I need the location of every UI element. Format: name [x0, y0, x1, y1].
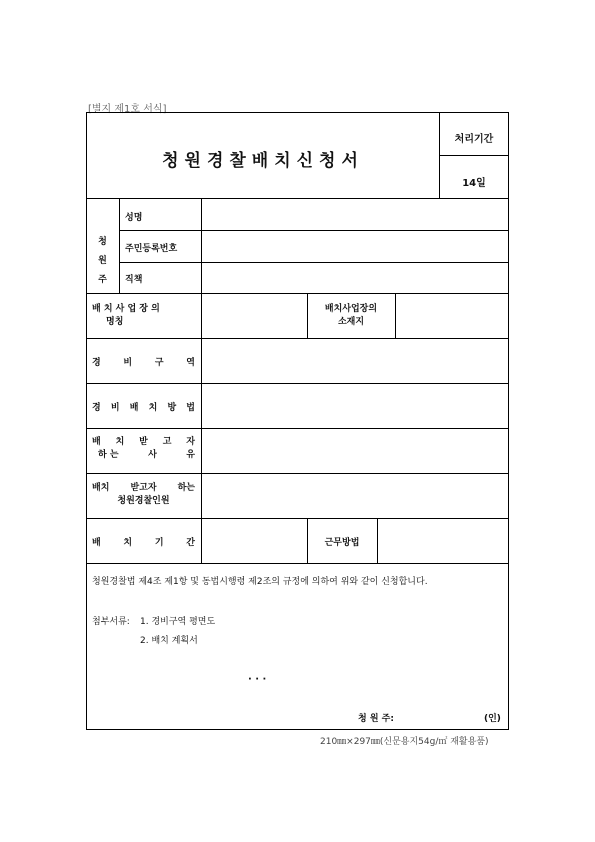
- reason-label-char: 유: [186, 450, 195, 460]
- guard-method-label-char: 경: [92, 403, 101, 413]
- guard-area-field[interactable]: [202, 339, 509, 383]
- reason-label-char: 자: [186, 437, 195, 447]
- paper-spec: 210㎜×297㎜(신문용지54g/㎡ 재활용품): [320, 737, 489, 747]
- requested-guards-label: [92, 482, 195, 508]
- name-field[interactable]: [202, 199, 509, 230]
- processing-period-value: 14일: [462, 178, 486, 189]
- guard-area-label: [92, 355, 195, 368]
- guard-area-label-char: 비: [123, 358, 133, 368]
- guard-method-label-char: 배: [129, 403, 139, 413]
- period-label-char: 치: [123, 538, 133, 548]
- period-field[interactable]: [202, 519, 307, 563]
- date-field[interactable]: · · ·: [248, 674, 267, 685]
- work-method-label: 근무방법: [324, 538, 360, 548]
- reason-label-line1: [92, 436, 195, 449]
- workplace-location-label: [307, 303, 395, 329]
- requested-guards-label-word: 하는: [177, 483, 195, 493]
- workplace-name-label-line1: 배 치 사 업 장 의: [92, 304, 160, 314]
- workplace-name-label: [92, 303, 160, 329]
- reason-field[interactable]: [202, 429, 509, 473]
- resident-number-label: 주민등록번호: [125, 244, 178, 254]
- guard-method-field[interactable]: [202, 384, 509, 428]
- guard-method-label-char: 방: [167, 403, 177, 413]
- applicant-label-char: 청: [98, 237, 107, 247]
- workplace-name-label-line2: 명칭: [106, 317, 124, 327]
- requested-guards-label-line1: [92, 482, 195, 495]
- applicant-label-char: 주: [98, 275, 107, 285]
- guard-method-label: [92, 400, 195, 413]
- guard-method-label-char: 비: [110, 403, 120, 413]
- period-label: [92, 535, 195, 548]
- seal-mark: (인): [484, 714, 501, 724]
- signature-field[interactable]: [405, 706, 480, 724]
- reason-label: [92, 436, 195, 462]
- attachment-item-floor-plan: 1. 경비구역 평면도: [140, 617, 216, 627]
- period-label-char: 배: [92, 538, 101, 548]
- requested-guards-label-word: 받고자: [130, 483, 157, 493]
- reason-label-char: 고: [162, 437, 172, 447]
- guard-area-label-char: 역: [186, 358, 195, 368]
- resident-number-field[interactable]: [202, 231, 509, 262]
- period-label-char: 기: [154, 538, 164, 548]
- application-statement: 청원경찰법 제4조 제1항 및 동법시행령 제2조의 규정에 의하여 위와 같이 신청합니다.: [92, 577, 428, 587]
- workplace-location-field[interactable]: [396, 294, 509, 338]
- reason-label-line2: [92, 449, 195, 462]
- form-number: [별지 제1호 서식]: [88, 104, 167, 115]
- workplace-location-label-line1: 배치사업장의: [324, 304, 378, 314]
- applicant-label-char: 원: [98, 256, 107, 266]
- reason-label-char: 배: [92, 437, 101, 447]
- requested-guards-label-word: 배치: [92, 483, 110, 493]
- name-label: 성명: [125, 213, 143, 223]
- row-line: [86, 563, 509, 564]
- workplace-name-field[interactable]: [202, 294, 307, 338]
- guard-method-label-char: 법: [186, 403, 195, 413]
- reason-label-char: 사: [148, 450, 157, 460]
- workplace-location-label-line2: 소재지: [337, 317, 365, 327]
- guard-area-label-char: 경: [92, 358, 101, 368]
- attachment-item-deployment-plan: 2. 배치 계획서: [140, 636, 198, 646]
- requested-guards-field[interactable]: [202, 474, 509, 518]
- position-field[interactable]: [202, 263, 509, 293]
- attachments-label: 첨부서류:: [92, 617, 130, 627]
- position-label: 직책: [125, 275, 143, 285]
- reason-label-char: 치: [115, 437, 125, 447]
- processing-divider: [439, 155, 509, 156]
- reason-label-char: 받: [139, 437, 148, 447]
- period-label-char: 간: [186, 538, 195, 548]
- applicant-label: [86, 233, 119, 290]
- reason-label-char: 하 는: [98, 450, 119, 460]
- signature-label: 청 원 주:: [358, 714, 394, 724]
- form-title: 청원경찰배치신청서: [162, 151, 364, 171]
- work-method-field[interactable]: [378, 519, 509, 563]
- guard-method-label-char: 치: [148, 403, 158, 413]
- requested-guards-label-line2: 청원경찰인원: [117, 496, 170, 506]
- guard-area-label-char: 구: [154, 358, 164, 368]
- processing-period-label: 처리기간: [454, 134, 494, 145]
- applicant-label-divider: [119, 198, 120, 293]
